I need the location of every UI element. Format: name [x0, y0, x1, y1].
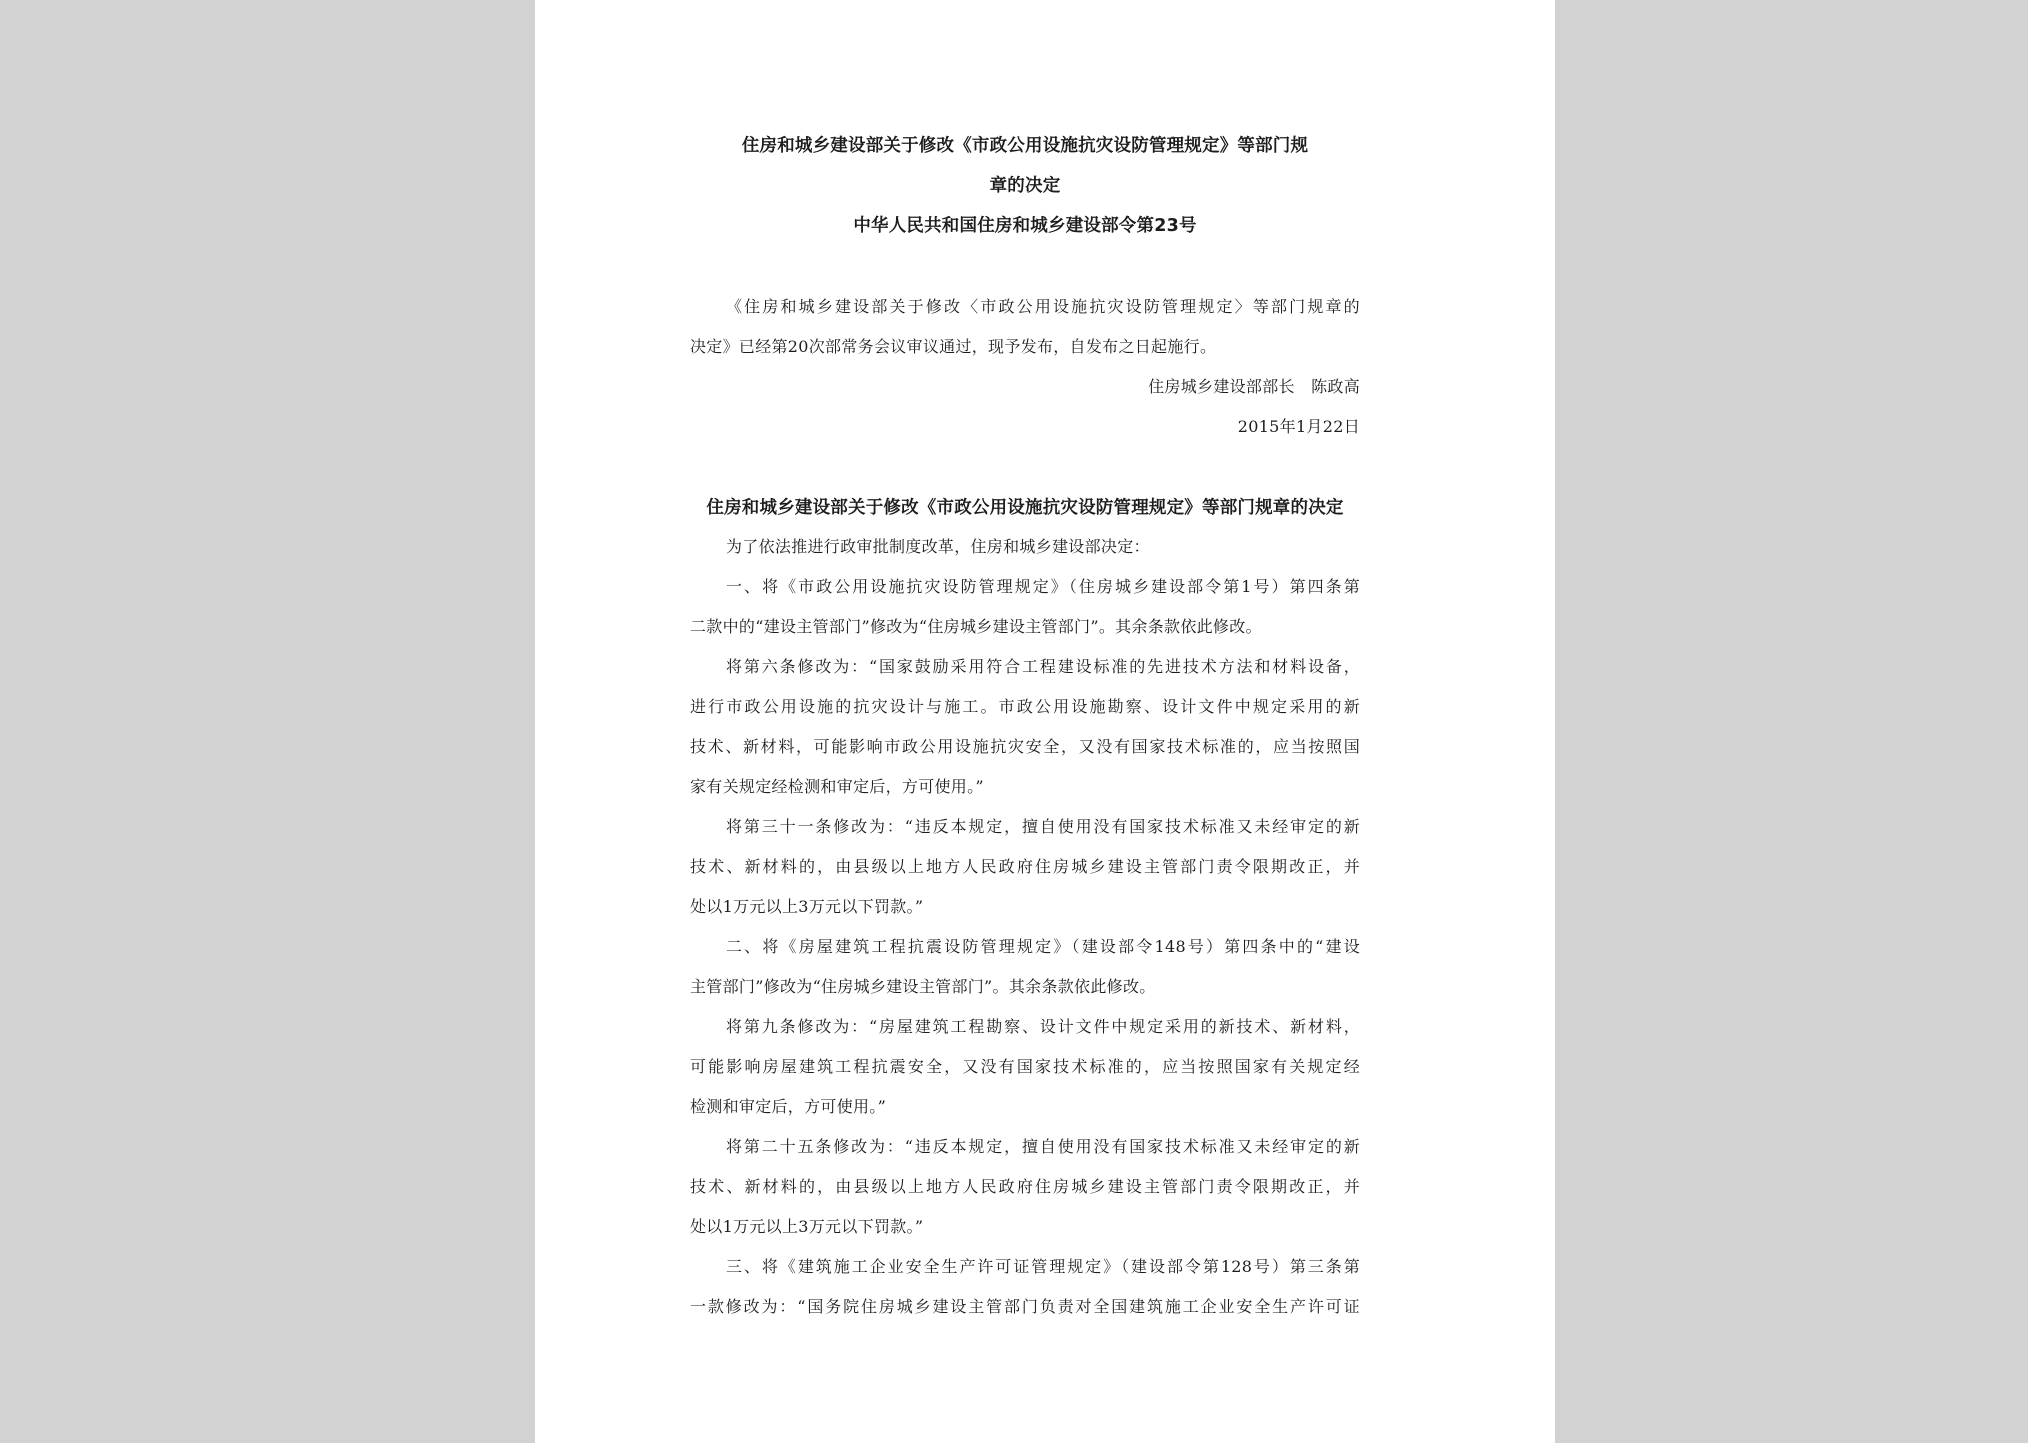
body-line: 主管部门”修改为“住房城乡建设主管部门”。其余条款依此修改。	[690, 977, 1156, 996]
body-line: 一款修改为：“国务院住房城乡建设主管部门负责对全国建筑施工企业安全生产许可证	[690, 1297, 1360, 1316]
body-line: 将第二十五条修改为：“违反本规定，擅自使用没有国家技术标准又未经审定的新	[726, 1137, 1360, 1156]
order-number: 中华人民共和国住房和城乡建设部令第23号	[853, 216, 1197, 236]
body-line: 技术、新材料，可能影响市政公用设施抗灾安全，又没有国家技术标准的，应当按照国	[690, 737, 1360, 756]
document-title-line-2: 章的决定	[989, 176, 1061, 196]
body-line: 进行市政公用设施的抗灾设计与施工。市政公用设施勘察、设计文件中规定采用的新	[690, 697, 1360, 716]
body-line: 三、将《建筑施工企业安全生产许可证管理规定》（建设部令第128号）第三条第	[726, 1257, 1360, 1276]
section-title: 住房和城乡建设部关于修改《市政公用设施抗灾设防管理规定》等部门规章的决定	[706, 498, 1344, 518]
body-line: 处以1万元以上3万元以下罚款。”	[690, 897, 924, 916]
issue-date: 2015年1月22日	[1237, 417, 1360, 436]
body-line: 将第九条修改为：“房屋建筑工程勘察、设计文件中规定采用的新技术、新材料，	[726, 1017, 1360, 1036]
document-title-line-1: 住房和城乡建设部关于修改《市政公用设施抗灾设防管理规定》等部门规	[741, 136, 1309, 156]
body-line: 一、将《市政公用设施抗灾设防管理规定》（住房城乡建设部令第1号）第四条第	[726, 577, 1360, 596]
body-line: 二、将《房屋建筑工程抗震设防管理规定》（建设部令148号）第四条中的“建设	[726, 937, 1360, 956]
body-line: 为了依法推进行政审批制度改革，住房和城乡建设部决定：	[726, 537, 1150, 556]
signature: 住房城乡建设部部长 陈政高	[1148, 377, 1360, 396]
body-line: 技术、新材料的，由县级以上地方人民政府住房城乡建设主管部门责令限期改正，并	[690, 1177, 1360, 1196]
body-line: 二款中的“建设主管部门”修改为“住房城乡建设主管部门”。其余条款依此修改。	[690, 617, 1262, 636]
body-line: 技术、新材料的，由县级以上地方人民政府住房城乡建设主管部门责令限期改正，并	[690, 857, 1360, 876]
body-line: 家有关规定经检测和审定后，方可使用。”	[690, 777, 984, 796]
preamble-line-2: 决定》已经第20次部常务会议审议通过，现予发布，自发布之日起施行。	[690, 337, 1217, 356]
body-line: 处以1万元以上3万元以下罚款。”	[690, 1217, 924, 1236]
body-line: 可能影响房屋建筑工程抗震安全，又没有国家技术标准的，应当按照国家有关规定经	[690, 1057, 1360, 1076]
document-page	[535, 0, 1555, 1443]
body-line: 检测和审定后，方可使用。”	[690, 1097, 887, 1116]
body-line: 将第三十一条修改为：“违反本规定，擅自使用没有国家技术标准又未经审定的新	[726, 817, 1360, 836]
preamble-line-1: 《住房和城乡建设部关于修改〈市政公用设施抗灾设防管理规定〉等部门规章的	[726, 297, 1360, 316]
body-line: 将第六条修改为：“国家鼓励采用符合工程建设标准的先进技术方法和材料设备，	[726, 657, 1360, 676]
